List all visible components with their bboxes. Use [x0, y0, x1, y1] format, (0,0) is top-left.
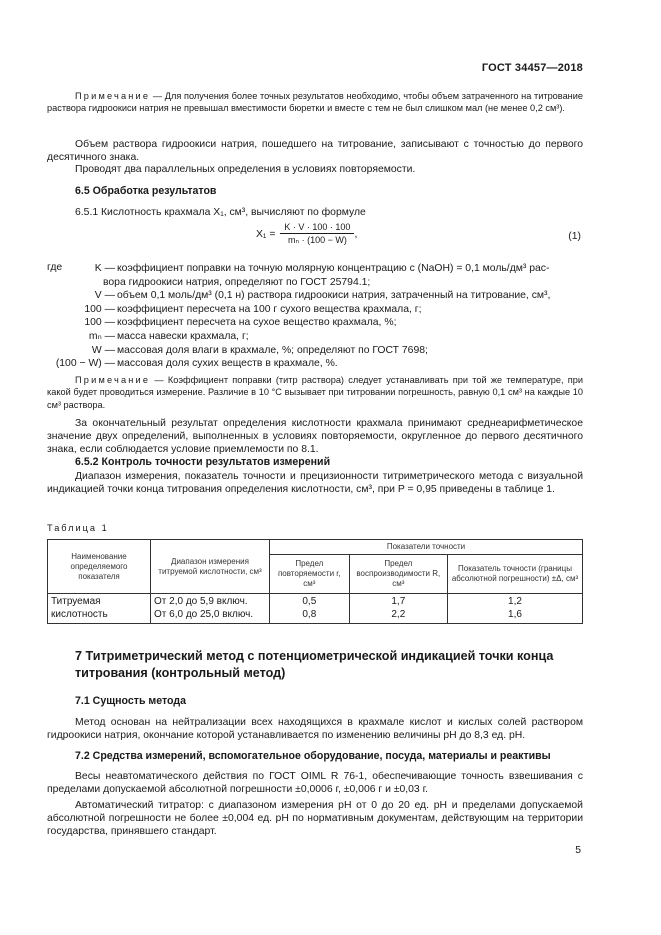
paragraph-volume-record: Объем раствора гидроокиси натрия, пошедшего на титрование, записывают с точностью до первого десятичного знака.: [47, 139, 583, 164]
definition-symbol: K —: [94, 263, 115, 274]
table-cell-delta: [448, 594, 583, 624]
definition-symbol: 100 —: [84, 317, 115, 329]
paragraph-balances: Весы неавтоматического действия по ГОСТ OIML R 76-1, обеспечивающие точность взвешивания с пределами допускаемой абсолютной погрешности ±0,0006 г, ±0,006 г и ±0,03 г.: [47, 771, 583, 796]
paragraph-accuracy-range: Диапазон измерения, показатель точности и прецизионности титриметрического метода с визуальной индикацией точки конца титрования определения кислотности, см³, при P = 0,95 приведены в таблице 1.: [47, 471, 583, 496]
table-cell-range: [151, 594, 270, 624]
definition-symbol: W —: [91, 344, 115, 356]
paragraph-parallel-determinations: Проводят два параллельных определения в условиях повторяемости.: [75, 164, 416, 175]
note-label: Примечание: [75, 91, 151, 101]
table-cell-r: [270, 594, 350, 624]
r-1: 0,5: [302, 596, 317, 607]
section-7-title: 7 Титриметрический метод с потенциометрической индикацией точки конца титрования (контрольный метод): [75, 649, 554, 680]
accuracy-table: [47, 539, 583, 624]
table-header-reproducibility: Предел воспроизводимости R, см³: [349, 555, 447, 594]
range-2: От 6,0 до 25,0 включ.: [154, 608, 254, 620]
section-6-5-2-title: 6.5.2 Контроль точности результатов измерений: [75, 456, 331, 468]
range-1: От 2,0 до 5,9 включ.: [154, 596, 248, 607]
paragraph-final-result: За окончательный результат определения кислотности крахмала принимают среднеарифметическое значение двух определений, выполненных в условиях повторяемости, округленное до первого десятичного знака, если соблюдается условие приемлемости по 8.1.: [47, 418, 583, 456]
formula-numerator: K · V · 100 · 100: [280, 222, 354, 234]
section-6-5-title: 6.5 Обработка результатов: [75, 185, 217, 197]
definition-symbol: (100 − W) —: [55, 358, 115, 370]
table-header-accuracy: Показатель точности (границы абсолютной погрешности) ±Δ, см³: [448, 555, 583, 594]
formula-number: (1): [568, 231, 581, 242]
definition-symbol: mₙ —: [88, 331, 115, 342]
note-text: — Для получения более точных результатов необходимо, чтобы объем затраченного на титрование раствора гидроокиси натрия не превышал вместимости бюретки и вместе с тем не был слишком мал (не менее 0,2 см³).: [47, 91, 583, 114]
note-label: Примечание: [75, 375, 151, 385]
definition-text: массовая доля влаги в крахмале, %; определяют по ГОСТ 7698;: [117, 344, 428, 356]
page-number: 5: [575, 845, 581, 856]
R-2: 2,2: [391, 608, 406, 620]
table-row: [48, 594, 583, 624]
definition-text: вора гидроокиси натрия, определяют по ГОСТ 25794.1;: [103, 276, 371, 288]
formula-lhs: X₁ =: [256, 228, 276, 240]
R-1: 1,7: [391, 596, 406, 607]
definition-text: объем 0,1 моль/дм³ (0,1 н) раствора гидроокиси натрия, затраченный на титрование, см³,: [117, 290, 551, 302]
table-header-range: Диапазон измерения титруемой кислотности, см³: [151, 540, 270, 594]
table-cell-R: [349, 594, 447, 624]
formula-fraction: [280, 222, 354, 246]
definition-text: коэффициент пересчета на 100 г сухого вещества крахмала, г;: [117, 303, 422, 315]
section-6-5-1-text: 6.5.1 Кислотность крахмала X₁, см³, вычисляют по формуле: [75, 207, 366, 218]
formula-denominator: mₙ · (100 − W): [288, 235, 347, 245]
table-header-group: Показатели точности: [270, 540, 583, 555]
delta-1: 1,2: [508, 596, 522, 607]
r-2: 0,8: [302, 608, 317, 620]
definition-text: коэффициент пересчета на сухое вещество крахмала, %;: [117, 317, 397, 329]
table-header-indicator: Наименование определяемого показателя: [48, 540, 151, 594]
note-text: — Коэффициент поправки (титр раствора) следует устанавливать при той же температуре, при какой будет проводиться измерение. Различие в 10 °С вызывает при титровании погрешность, равную 0,1 см³ на каждые 10 см³ раствора.: [47, 375, 583, 410]
where-label: где: [47, 262, 63, 273]
definition-symbol: V —: [94, 290, 115, 302]
paragraph-method-principle: Метод основан на нейтрализации всех находящихся в крахмале кислот и кислых солей раствором гидроокиси натрия, окончание которой устанавливается по изменению величины pH до 8,3 ед. pH.: [47, 717, 583, 742]
definition-text: масса навески крахмала, г;: [117, 331, 249, 342]
document-code: ГОСТ 34457—2018: [481, 62, 583, 74]
section-7-2-title: 7.2 Средства измерений, вспомогательное оборудование, посуда, материалы и реактивы: [75, 750, 551, 762]
table-caption: Таблица 1: [47, 523, 109, 533]
paragraph-titrator: Автоматический титратор: с диапазоном измерения pH от 0 до 20 ед. pH и пределами допускаемой абсолютной погрешности не более ±0,004 ед. pH по нормативным документам, действующим на территории государства, принявшего стандарт.: [47, 800, 583, 838]
formula-tail: ,: [354, 228, 358, 240]
formula-1: [256, 222, 357, 246]
delta-2: 1,6: [508, 608, 522, 620]
definition-text: массовая доля сухих веществ в крахмале, %.: [117, 358, 338, 370]
table-header-repeatability: Предел повторяемости r, см³: [270, 555, 350, 594]
table-cell-indicator: Титруемая кислотность: [48, 594, 151, 624]
definition-symbol: 100 —: [84, 303, 115, 315]
definition-text: коэффициент поправки на точную молярную концентрацию c (NaOH) = 0,1 моль/дм³ рас-: [117, 263, 550, 274]
section-7-1-title: 7.1 Сущность метода: [75, 695, 187, 707]
note-titration-volume: [47, 90, 583, 115]
note-correction-coefficient: [47, 374, 583, 411]
